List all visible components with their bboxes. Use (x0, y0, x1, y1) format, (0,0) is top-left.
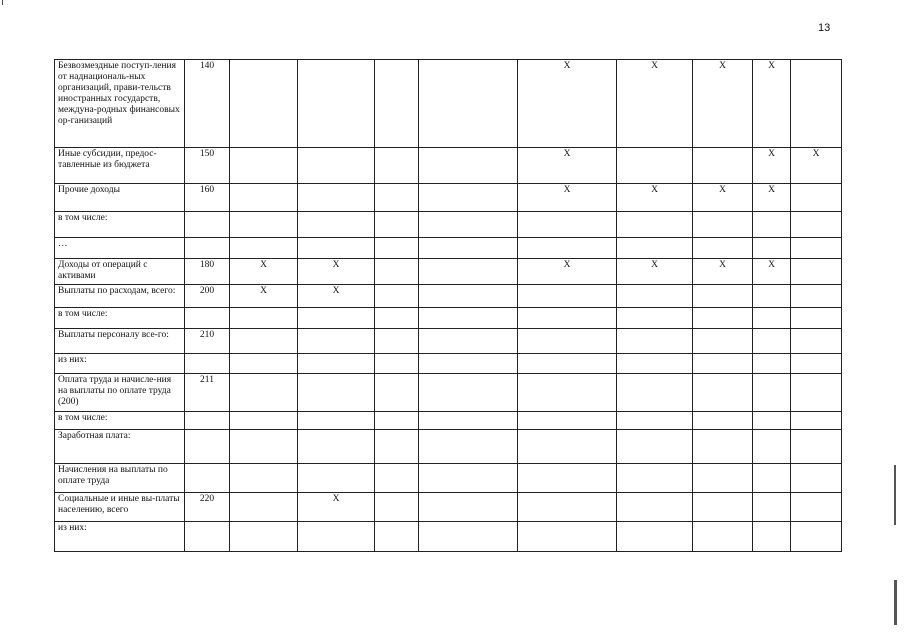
scan-corner-mark (2, 0, 3, 5)
row-description: в том числе: (55, 212, 185, 238)
value-cell (375, 238, 419, 259)
row-code (185, 522, 230, 552)
value-cell (753, 412, 791, 430)
value-cell (375, 148, 419, 184)
value-cell (298, 212, 375, 238)
value-cell (375, 259, 419, 285)
value-cell (298, 329, 375, 354)
cross-mark-cell: Х (298, 259, 375, 285)
cross-mark-cell: Х (693, 60, 753, 148)
value-cell (791, 238, 842, 259)
row-code (185, 430, 230, 464)
value-cell (518, 374, 617, 412)
row-description: Доходы от операций с активами (55, 259, 185, 285)
row-description: Выплаты по расходам, всего: (55, 285, 185, 308)
cross-mark-cell: Х (617, 60, 693, 148)
row-description: в том числе: (55, 412, 185, 430)
cross-mark-cell: Х (753, 148, 791, 184)
row-code (185, 464, 230, 493)
row-code (185, 212, 230, 238)
row-code (185, 354, 230, 374)
value-cell (693, 212, 753, 238)
value-cell (419, 285, 518, 308)
value-cell (791, 430, 842, 464)
value-cell (230, 148, 298, 184)
row-code: 180 (185, 259, 230, 285)
row-code (185, 308, 230, 329)
table-row (55, 184, 842, 212)
value-cell (375, 374, 419, 412)
value-cell (518, 238, 617, 259)
value-cell (375, 412, 419, 430)
report-table (54, 59, 842, 552)
table-row (55, 60, 842, 148)
value-cell (419, 329, 518, 354)
value-cell (617, 430, 693, 464)
value-cell (617, 374, 693, 412)
cross-mark-cell: Х (693, 259, 753, 285)
value-cell (375, 60, 419, 148)
row-code: 210 (185, 329, 230, 354)
value-cell (791, 184, 842, 212)
row-description: Начисления на выплаты по оплате труда (55, 464, 185, 493)
table-row (55, 329, 842, 354)
value-cell (375, 354, 419, 374)
value-cell (230, 412, 298, 430)
value-cell (298, 464, 375, 493)
value-cell (693, 285, 753, 308)
value-cell (230, 212, 298, 238)
cross-mark-cell: Х (791, 148, 842, 184)
table-row (55, 148, 842, 184)
value-cell (693, 354, 753, 374)
value-cell (753, 329, 791, 354)
value-cell (617, 212, 693, 238)
value-cell (375, 212, 419, 238)
cross-mark-cell: Х (753, 184, 791, 212)
value-cell (617, 148, 693, 184)
row-code: 200 (185, 285, 230, 308)
cross-mark-cell: Х (298, 285, 375, 308)
row-code: 220 (185, 493, 230, 522)
row-code (185, 412, 230, 430)
cross-mark-cell: Х (617, 259, 693, 285)
value-cell (693, 430, 753, 464)
cross-mark-cell: Х (753, 60, 791, 148)
value-cell (617, 285, 693, 308)
value-cell (230, 430, 298, 464)
value-cell (518, 430, 617, 464)
row-description: Заработная плата: (55, 430, 185, 464)
value-cell (617, 308, 693, 329)
value-cell (753, 354, 791, 374)
value-cell (419, 259, 518, 285)
cross-mark-cell: Х (518, 60, 617, 148)
value-cell (693, 493, 753, 522)
value-cell (419, 212, 518, 238)
value-cell (791, 522, 842, 552)
value-cell (375, 285, 419, 308)
value-cell (617, 522, 693, 552)
value-cell (419, 308, 518, 329)
cross-mark-cell: Х (230, 259, 298, 285)
value-cell (298, 308, 375, 329)
cross-mark-cell: Х (753, 259, 791, 285)
value-cell (298, 238, 375, 259)
value-cell (230, 354, 298, 374)
value-cell (419, 354, 518, 374)
row-code: 150 (185, 148, 230, 184)
table-row (55, 493, 842, 522)
value-cell (518, 412, 617, 430)
row-description: Прочие доходы (55, 184, 185, 212)
table-row (55, 374, 842, 412)
value-cell (518, 308, 617, 329)
table-row (55, 285, 842, 308)
value-cell (375, 493, 419, 522)
value-cell (375, 184, 419, 212)
value-cell (419, 412, 518, 430)
value-cell (791, 493, 842, 522)
value-cell (791, 412, 842, 430)
value-cell (791, 374, 842, 412)
value-cell (753, 212, 791, 238)
row-description: в том числе: (55, 308, 185, 329)
value-cell (230, 329, 298, 354)
page-number: 13 (818, 22, 831, 34)
value-cell (617, 238, 693, 259)
value-cell (375, 308, 419, 329)
value-cell (419, 464, 518, 493)
value-cell (375, 464, 419, 493)
value-cell (753, 430, 791, 464)
value-cell (753, 493, 791, 522)
cross-mark-cell: Х (693, 184, 753, 212)
scan-edge-mark-bottom (894, 580, 897, 625)
value-cell (693, 412, 753, 430)
value-cell (753, 238, 791, 259)
value-cell (791, 354, 842, 374)
value-cell (693, 238, 753, 259)
value-cell (375, 329, 419, 354)
value-cell (375, 430, 419, 464)
value-cell (375, 522, 419, 552)
value-cell (298, 60, 375, 148)
row-description: … (55, 238, 185, 259)
row-description: Безвозмездные поступ-ления от наднациональ-ных организаций, прави-тельств иностранных государств, междуна-родных финансовых ор-ганизаций (55, 60, 185, 148)
value-cell (518, 354, 617, 374)
value-cell (298, 374, 375, 412)
value-cell (693, 522, 753, 552)
cross-mark-cell: Х (518, 148, 617, 184)
value-cell (518, 522, 617, 552)
value-cell (693, 329, 753, 354)
value-cell (230, 374, 298, 412)
value-cell (617, 464, 693, 493)
row-code (185, 238, 230, 259)
value-cell (693, 464, 753, 493)
value-cell (791, 259, 842, 285)
value-cell (419, 493, 518, 522)
value-cell (230, 184, 298, 212)
scan-edge-mark-top (894, 465, 896, 525)
row-code: 211 (185, 374, 230, 412)
row-code: 160 (185, 184, 230, 212)
row-description: Иные субсидии, предос-тавленные из бюджета (55, 148, 185, 184)
value-cell (419, 60, 518, 148)
value-cell (298, 522, 375, 552)
value-cell (791, 464, 842, 493)
value-cell (230, 238, 298, 259)
value-cell (617, 412, 693, 430)
value-cell (753, 374, 791, 412)
value-cell (419, 374, 518, 412)
table-row (55, 238, 842, 259)
value-cell (230, 522, 298, 552)
value-cell (518, 329, 617, 354)
table-row (55, 354, 842, 374)
value-cell (298, 148, 375, 184)
cross-mark-cell: Х (298, 493, 375, 522)
value-cell (298, 412, 375, 430)
value-cell (518, 464, 617, 493)
value-cell (419, 238, 518, 259)
value-cell (753, 464, 791, 493)
value-cell (791, 285, 842, 308)
row-description: Выплаты персоналу все-го: (55, 329, 185, 354)
table-row (55, 212, 842, 238)
value-cell (791, 212, 842, 238)
value-cell (298, 354, 375, 374)
value-cell (791, 308, 842, 329)
value-cell (518, 285, 617, 308)
value-cell (230, 493, 298, 522)
table-row (55, 464, 842, 493)
value-cell (298, 430, 375, 464)
table-row (55, 522, 842, 552)
value-cell (753, 308, 791, 329)
value-cell (230, 308, 298, 329)
value-cell (419, 148, 518, 184)
value-cell (791, 329, 842, 354)
table-row (55, 412, 842, 430)
cross-mark-cell: Х (230, 285, 298, 308)
value-cell (230, 464, 298, 493)
value-cell (518, 493, 617, 522)
value-cell (298, 184, 375, 212)
value-cell (753, 285, 791, 308)
value-cell (753, 522, 791, 552)
cross-mark-cell: Х (518, 184, 617, 212)
value-cell (518, 212, 617, 238)
value-cell (617, 354, 693, 374)
value-cell (617, 493, 693, 522)
value-cell (230, 60, 298, 148)
table-row (55, 259, 842, 285)
table-row (55, 430, 842, 464)
value-cell (419, 430, 518, 464)
value-cell (617, 329, 693, 354)
value-cell (419, 184, 518, 212)
row-code: 140 (185, 60, 230, 148)
row-description: Социальные и иные вы-платы населению, всего (55, 493, 185, 522)
table-row (55, 308, 842, 329)
value-cell (693, 374, 753, 412)
value-cell (693, 148, 753, 184)
value-cell (693, 308, 753, 329)
row-description: Оплата труда и начисле-ния на выплаты по оплате труда (200) (55, 374, 185, 412)
cross-mark-cell: Х (518, 259, 617, 285)
value-cell (791, 60, 842, 148)
cross-mark-cell: Х (617, 184, 693, 212)
row-description: из них: (55, 522, 185, 552)
value-cell (419, 522, 518, 552)
row-description: из них: (55, 354, 185, 374)
